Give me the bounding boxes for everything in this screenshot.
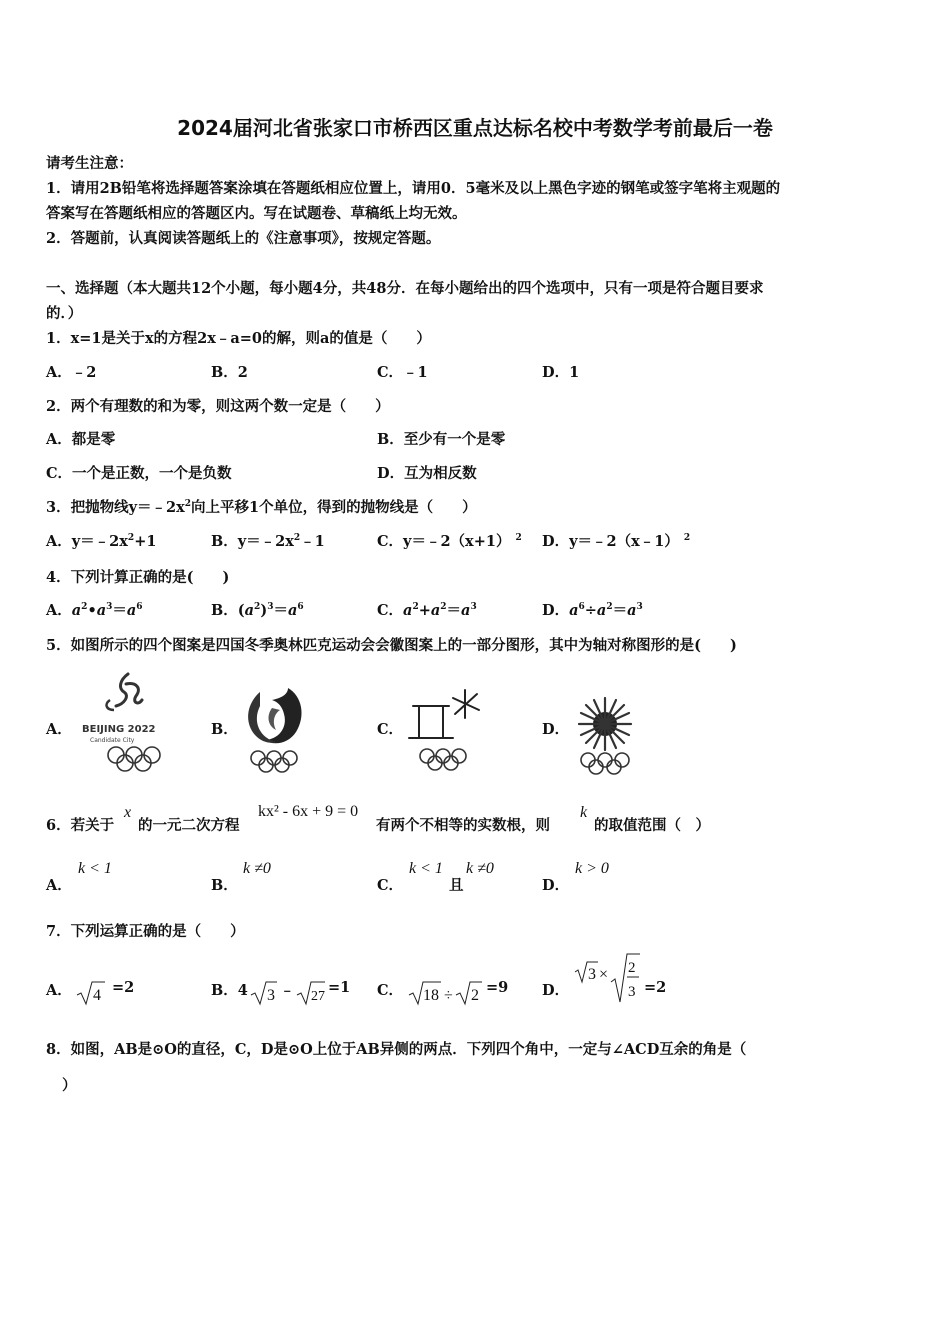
svg-text:18: 18 [423,987,439,1004]
q3-option-c[interactable]: C．y＝﹣2（x+1） $^2$ [377,533,522,550]
q6-option-a-math: k < 1 [78,860,112,877]
logo-a-text: BEIJING 2022 [82,724,156,735]
q4-option-c[interactable]: C．$a^2+a^2=a^3$ [377,602,477,619]
notice-line-3: 2．答题前，认真阅读答题纸上的《注意事项》，按规定答题。 [46,230,441,247]
section-heading: 一、选择题（本大题共12个小题，每小题4分，共48分．在每小题给出的四个选项中，只有一项是符合题目要求 [46,280,764,297]
sqrt-3-times-sqrt-two-thirds [574,952,644,1004]
q2-option-d[interactable]: D．互为相反数 [377,465,477,482]
q5-option-d[interactable]: D． [542,721,570,738]
svg-text:3: 3 [628,984,636,1000]
q5-option-b[interactable]: B． [211,721,238,738]
svg-text:÷: ÷ [444,987,453,1004]
sqrt-3 [250,980,278,1006]
q7-option-b[interactable]: B．4 [211,982,248,999]
beijing-2022-logo [80,670,188,776]
svg-text:27: 27 [311,989,325,1004]
q3-option-d[interactable]: D．y＝﹣2（x﹣1） $^2$ [542,533,691,550]
q2-option-a[interactable]: A．都是零 [46,431,116,448]
q4-option-a[interactable]: A．$a^2•a^3=a^6$ [46,602,143,619]
q7-option-c-eq: =9 [486,979,509,996]
q7-option-a[interactable]: A． [46,982,72,999]
section-heading-cont: 的．） [46,305,83,322]
question-1-stem: 1．x=1是关于x的方程2x﹣a=0的解，则a的值是（ ） [46,330,431,347]
torch-flame-logo [238,682,314,776]
question-6-stem-part3: 有两个不相等的实数根，则 [376,817,550,834]
q2-option-b[interactable]: B．至少有一个是零 [377,431,506,448]
q7-option-b-eq: =1 [328,979,351,996]
q6-option-d-math: k > 0 [575,860,609,877]
svg-text:2: 2 [628,960,636,976]
q7-option-d-eq: =2 [644,979,667,996]
question-7-stem: 7．下列运算正确的是（ ） [46,923,245,940]
sqrt-4 [76,980,106,1006]
q6-equation: kx² - 6x + 9 = 0 [258,803,359,820]
snowflake-sun-logo [572,694,638,776]
question-8-stem: 8．如图，AB是⊙O的直径，C，D是⊙O上位于AB异侧的两点．下列四个角中，一定与∠ACD互余的角是（ [46,1041,747,1058]
q6-option-b-math: k ≠0 [243,860,271,877]
question-6-stem-part2: 的一元二次方程 [138,817,240,834]
notice-line-2: 答案写在答题纸相应的答题区内。写在试题卷、草稿纸上均无效。 [46,205,467,222]
q5-option-a[interactable]: A． [46,721,72,738]
q6-option-c-math1: k < 1 [409,860,443,877]
q6-option-c-and: 且 [449,877,464,894]
sqrt-18-divided-sqrt-2 [408,980,486,1006]
q6-option-c[interactable]: C． [377,877,404,894]
question-5-stem: 5．如图所示的四个图案是四国冬季奥林匹克运动会会徽图案上的一部分图形，其中为轴对称图形的是( ) [46,637,737,654]
question-6-stem-part4: 的取值范围（ ） [594,817,710,834]
sqrt-27 [296,980,326,1006]
svg-text:×: × [599,966,609,983]
svg-text:2: 2 [471,987,479,1004]
q1-option-c[interactable]: C．﹣1 [377,364,428,381]
q7-option-a-eq: =2 [112,979,135,996]
q7-option-d[interactable]: D． [542,982,570,999]
q6-option-a[interactable]: A． [46,877,72,894]
q1-option-d[interactable]: D．1 [542,364,580,381]
q7-option-c[interactable]: C． [377,982,404,999]
page-title: 2024届河北省张家口市桥西区重点达标名校中考数学考前最后一卷 [177,116,773,140]
q6-option-d[interactable]: D． [542,877,570,894]
question-4-stem: 4．下列计算正确的是( ) [46,569,230,586]
q6-var-k: k [580,804,588,821]
q6-option-c-math2: k ≠0 [466,860,494,877]
q4-option-d[interactable]: D．$a^6\div a^2=a^3$ [542,602,643,619]
question-8-stem-cont: ） [62,1077,77,1094]
question-2-stem: 2．两个有理数的和为零，则这两个数一定是（ ） [46,398,390,415]
q3-option-b[interactable]: B．$y=﹣2x^2﹣1$ [211,533,325,550]
q2-option-c[interactable]: C．一个是正数，一个是负数 [46,465,232,482]
q5-option-c[interactable]: C． [377,721,404,738]
q3-option-a[interactable]: A．$y=﹣2x^2+1$ [46,533,157,550]
star-gate-logo [405,688,491,776]
notice-heading: 请考生注意： [46,155,133,172]
question-3-stem: 3．把抛物线$y=﹣2x^2$向上平移1个单位，得到的抛物线是（ ） [46,499,477,516]
q1-option-b[interactable]: B．2 [211,364,248,381]
q1-option-a[interactable]: A．﹣2 [46,364,97,381]
svg-text:3: 3 [267,987,275,1004]
notice-line-1: 1．请用2B铅笔将选择题答案涂填在答题纸相应位置上，请用0．5毫米及以上黑色字迹的钢笔或签字笔将主观题的 [46,180,781,197]
question-6-stem-part1: 6．若关于 [46,817,115,834]
q6-option-b[interactable]: B． [211,877,238,894]
svg-text:3: 3 [588,966,596,983]
q6-var-x: x [124,804,132,821]
svg-text:4: 4 [93,987,101,1004]
q4-option-b[interactable]: B．$(a^2)^3=a^6$ [211,602,304,619]
q7-option-b-minus: ﹣ [280,982,295,999]
logo-a-subtext: Candidate City [90,737,135,744]
